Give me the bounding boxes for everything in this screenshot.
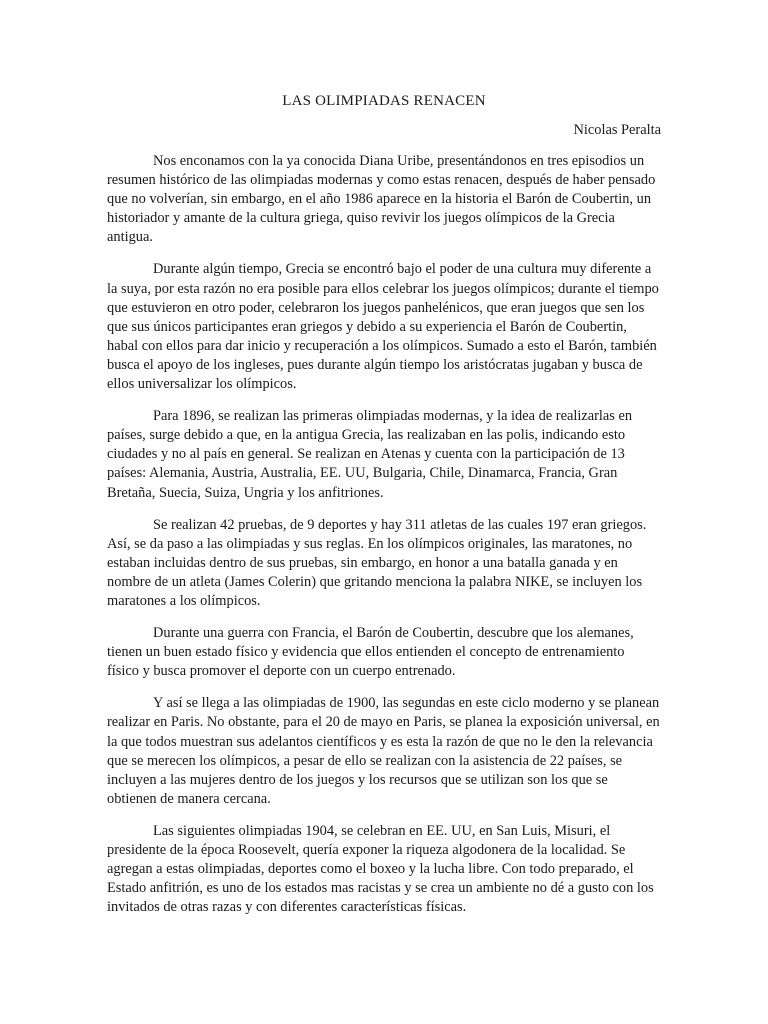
document-body bbox=[107, 152, 660, 930]
document-title: LAS OLIMPIADAS RENACEN bbox=[282, 93, 486, 109]
paragraph: Las siguientes olimpiadas 1904, se celebran en EE. UU, en San Luis, Misuri, el presidente de la época Roosevelt, quería exponer la riqueza algodonera de la localidad. Se agregan a estas olimpiadas, deportes como el boxeo y la lucha libre. Con todo preparado, el Estado anfitrión, es uno de los estados mas racistas y se crea un ambiente no dé a gusto con los invitados de otras razas y con diferentes características físicas. bbox=[107, 822, 654, 916]
document-author: Nicolas Peralta bbox=[573, 122, 661, 138]
paragraph: Nos enconamos con la ya conocida Diana Uribe, presentándonos en tres episodios un resumen histórico de las olimpiadas modernas y como estas renacen, después de haber pensado que no volverían, sin embargo, en el año 1986 aparece en la historia el Barón de Coubertin, un historiador y amante de la cultura griega, quiso revivir los juegos olímpicos de la Grecia antigua. bbox=[107, 153, 656, 246]
paragraph: Durante algún tiempo, Grecia se encontró bajo el poder de una cultura muy diferente a la suya, por esta razón no era posible para ellos celebrar los juegos olímpicos; durante el tiempo que estuvieron en otro poder, celebraron los juegos panhelénicos, que eran juegos que sen los que sus únicos participantes eran griegos y debido a su experiencia el Barón de Coubertin, habal con ellos para dar inicio y recuperación a los olímpicos. Sumado a esto el Barón, también busca el apoyo de los ingleses, pues durante algún tiempo los aristócratas jugaban y busca de ellos universalizar los olímpicos. bbox=[107, 261, 659, 393]
paragraph: Se realizan 42 pruebas, de 9 deportes y hay 311 atletas de las cuales 197 eran griegos. Así, se da paso a las olimpiadas y sus reglas. En los olímpicos originales, las maratones, no estaban incluidas dentro de sus pruebas, sin embargo, en honor a una batalla ganada y en nombre de un atleta (James Colerin) que gritando menciona la palabra NIKE, se incluyen los maratones a los olímpicos. bbox=[107, 516, 647, 609]
paragraph: Para 1896, se realizan las primeras olimpiadas modernas, y la idea de realizarlas en países, surge debido a que, en la antigua Grecia, las realizaban en las polis, indicando esto ciudades y no al país en general. Se realizan en Atenas y cuenta con la participación de 13 países: Alemania, Austria, Australia, EE. UU, Bulgaria, Chile, Dinamarca, Francia, Gran Bretaña, Suecia, Suiza, Ungria y los anfitriones. bbox=[107, 408, 633, 501]
paragraph: Durante una guerra con Francia, el Barón de Coubertin, descubre que los alemanes, tienen un buen estado físico y evidencia que ellos entienden el concepto de entrenamiento físico y busca promover el deporte con un cuerpo entrenado. bbox=[107, 625, 634, 680]
paragraph: Y así se llega a las olimpiadas de 1900, las segundas en este ciclo moderno y se planean realizar en Paris. No obstante, para el 20 de mayo en Paris, se planea la exposición universal, en la que todos muestran sus adelantos científicos y es esta la razón de que no le den la relevancia que se merecen los olímpicos, a pesar de ello se realizan con la asistencia de 22 países, se incluyen a las mujeres dentro de los juegos y los recursos que se utilizan son los que se obtienen de manera cercana. bbox=[107, 695, 660, 807]
